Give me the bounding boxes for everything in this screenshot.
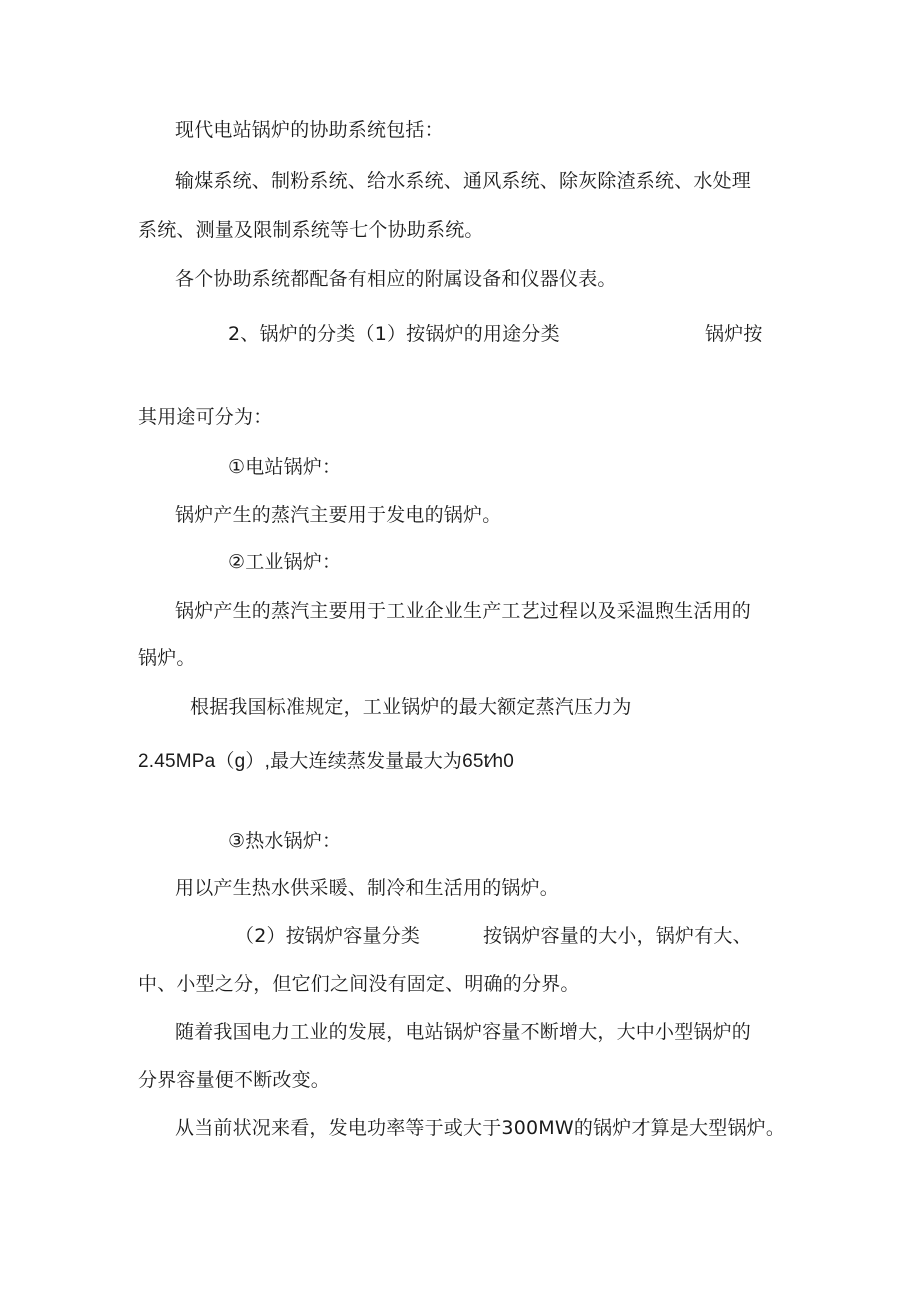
item-power-station-title: ①电站锅炉： [228,456,342,478]
item-industrial-desc-line1: 锅炉产生的蒸汽主要用于工业企业生产工艺过程以及采温煦生活用的 [175,600,752,622]
paragraph-system-list-line2: 系统、测量及限制系统等七个协助系统。 [138,219,484,241]
paragraph-usage-divisions: 其用途可分为： [138,406,273,428]
paragraph-current-status: 从当前状况来看，发电功率等于或大于300MW的锅炉才算是大型锅炉。 [175,1117,786,1139]
paragraph-equipment: 各个协助系统都配备有相应的附属设备和仪器仪表。 [175,268,617,290]
paragraph-standard-line1: 根据我国标准规定，工业锅炉的最大额定蒸汽压力为 [190,696,632,718]
item-hot-water-title: ③热水锅炉： [228,830,342,852]
paragraph-capacity-line2: 中、小型之分，但它们之间没有固定、明确的分界。 [138,973,580,995]
paragraph-standard-line2: 2.45MPa（g）,最大连续蒸发量最大为65t∕h0 [138,751,515,772]
paragraph-capacity-line1: 按锅炉容量的大小，锅炉有大、 [483,925,752,947]
heading-classification-tail: 锅炉按 [705,323,763,345]
paragraph-development-line1: 随着我国电力工业的发展，电站锅炉容量不断增大，大中小型锅炉的 [175,1021,752,1043]
paragraph-system-list-line1: 输煤系统、制粉系统、给水系统、通风系统、除灰除渣系统、水处理 [175,170,752,192]
heading-capacity: （2）按锅炉容量分类 [235,925,421,947]
item-power-station-desc: 锅炉产生的蒸汽主要用于发电的锅炉。 [175,504,502,526]
heading-classification: 2、锅炉的分类（1）按锅炉的用途分类 [228,323,560,345]
item-hot-water-desc: 用以产生热水供采暖、制冷和生活用的锅炉。 [175,877,560,899]
paragraph-aux-systems-intro: 现代电站锅炉的协助系统包括： [175,119,444,141]
item-industrial-title: ②工业锅炉： [228,551,342,573]
paragraph-development-line2: 分界容量便不断改变。 [138,1069,331,1091]
item-industrial-desc-line2: 锅炉。 [138,647,196,669]
